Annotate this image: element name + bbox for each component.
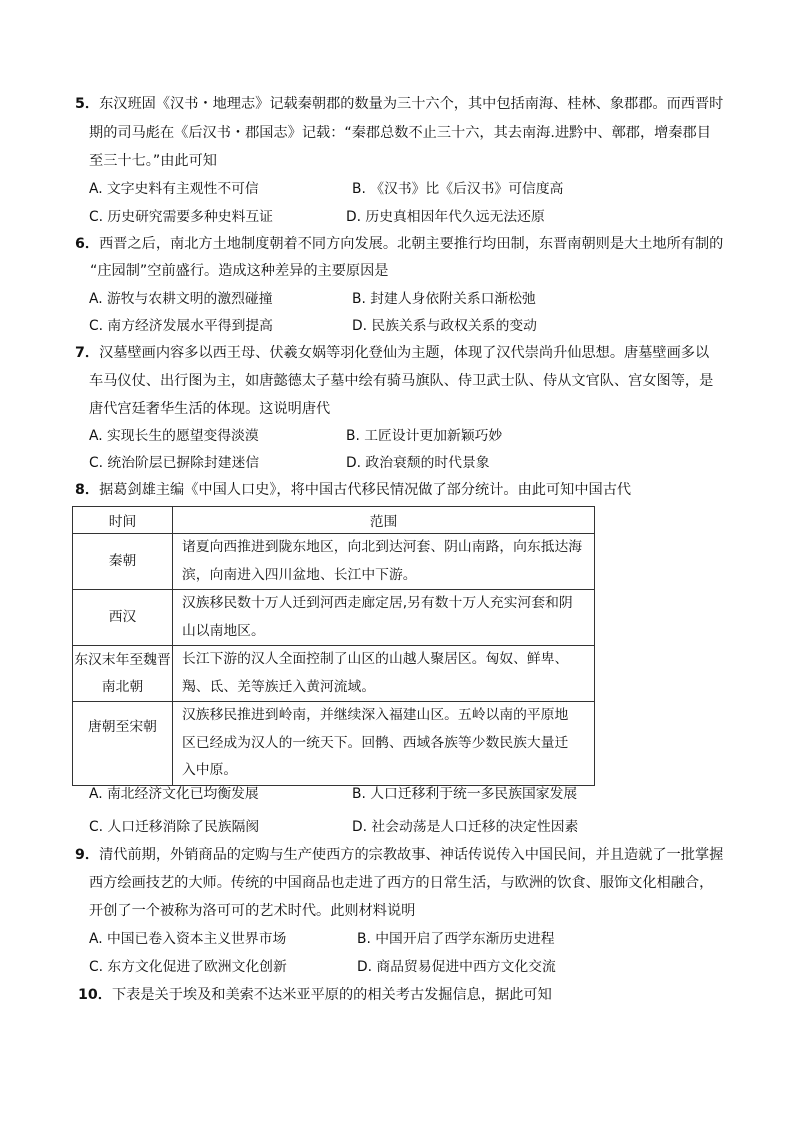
scope-line: 汉族移民数十万人迁到河西走廊定居,另有数十万人充实河套和阴 bbox=[182, 595, 573, 611]
era-line: 南北朝 bbox=[101, 678, 144, 695]
q6-option-b[interactable]: B. 封建人身依附关系口渐松弛 bbox=[352, 291, 536, 307]
q8-line-1 bbox=[75, 481, 631, 499]
table-cell-scope bbox=[173, 534, 595, 590]
q6-number: 6． bbox=[75, 236, 100, 252]
q7-option-d[interactable]: D. 政治衰颓的时代景象 bbox=[346, 455, 490, 471]
era-line: 唐朝至宋朝 bbox=[88, 719, 157, 735]
q6-stem-1: 西晋之后，南北方土地制度朝着不同方向发展。北朝主要推行均田制，东晋南朝则是大土地所有制的 bbox=[99, 236, 724, 252]
q8-stem-1: 据葛剑雄主编《中国人口史》，将中国古代移民情况做了部分统计。由此可知中国古代 bbox=[99, 482, 632, 498]
era-line: 西汉 bbox=[108, 609, 137, 625]
q6-option-d[interactable]: D. 民族关系与政权关系的变动 bbox=[352, 318, 537, 334]
q7-number: 7． bbox=[75, 345, 100, 361]
q8-option-a[interactable]: A. 南北经济文化已均衡发展 bbox=[89, 786, 259, 802]
table-cell-scope bbox=[173, 590, 595, 646]
q5-number: 5． bbox=[75, 96, 100, 112]
q7-stem-3: 唐代宫廷奢华生活的体现。这说明唐代 bbox=[89, 401, 331, 417]
q6-option-c[interactable]: C. 南方经济发展水平得到提高 bbox=[89, 318, 273, 334]
q7-option-c[interactable]: C. 统治阶层已摒除封建迷信 bbox=[89, 455, 260, 471]
scope-line: 汉族移民推进到岭南，并继续深入福建山区。五岭以南的平原地 bbox=[182, 707, 569, 723]
scope-line: 长江下游的汉人全面控制了山区的山越人聚居区。匈奴、鲜卑、 bbox=[182, 651, 569, 667]
table-cell-era bbox=[73, 646, 173, 702]
scope-line: 区已经成为汉人的一统天下。回鹘、西域各族等少数民族大量迁 bbox=[182, 734, 569, 751]
q10-number: 10． bbox=[78, 987, 112, 1003]
q9-option-d[interactable]: D. 商品贸易促进中西方文化交流 bbox=[357, 959, 556, 975]
table-row bbox=[73, 534, 595, 590]
q5-option-c[interactable]: C. 历史研究需要多种史料互证 bbox=[89, 209, 273, 225]
table-row bbox=[73, 646, 595, 702]
scope-line: 入中原。 bbox=[182, 762, 238, 778]
migration-table bbox=[72, 506, 595, 786]
q6-line-1 bbox=[75, 235, 723, 253]
table-cell-era bbox=[73, 702, 173, 786]
scope-line: 诸夏向西推进到陇东地区，向北到达河套、阴山南路，向东抵达海 bbox=[182, 539, 583, 555]
q9-line-1 bbox=[75, 846, 723, 864]
q9-option-b[interactable]: B. 中国开启了西学东渐历史进程 bbox=[357, 931, 555, 947]
q6-stem-2: “庄园制”空前盛行。造成这种差异的主要原因是 bbox=[90, 263, 389, 279]
table-header-scope: 范围 bbox=[173, 507, 595, 534]
table-row bbox=[73, 590, 595, 646]
table-cell-era bbox=[73, 590, 173, 646]
q7-line-1 bbox=[75, 344, 709, 362]
q8-option-c[interactable]: C. 人口迁移消除了民族隔阂 bbox=[89, 819, 260, 835]
q5-line-1 bbox=[75, 95, 723, 113]
q8-number: 8． bbox=[75, 482, 100, 498]
q8-option-d[interactable]: D. 社会动荡是人口迁移的决定性因素 bbox=[352, 819, 579, 835]
q5-stem-1: 东汉班固《汉书・地理志》记载秦朝郡的数量为三十六个，其中包括南海、桂林、象郡郡。而西晋时 bbox=[99, 96, 724, 112]
q9-stem-2: 西方绘画技艺的大师。传统的中国商品也走进了西方的日常生活，与欧洲的饮食、服饰文化相融合， bbox=[89, 875, 714, 891]
table-row bbox=[73, 702, 595, 786]
q7-stem-2: 车马仪仗、出行图为主，如唐懿德太子墓中绘有骑马旗队、侍卫武士队、侍从文官队、宫女图等，是 bbox=[89, 373, 714, 389]
q7-option-b[interactable]: B. 工匠设计更加新颖巧妙 bbox=[346, 428, 503, 444]
q5-stem-3: 至三十七。”由此可知 bbox=[89, 153, 217, 169]
q9-stem-3: 开创了一个被称为洛可可的艺术时代。此则材料说明 bbox=[89, 903, 416, 919]
era-line: 秦朝 bbox=[108, 553, 137, 569]
scope-line: 山以南地区。 bbox=[182, 622, 265, 639]
table-cell-scope bbox=[173, 702, 595, 786]
q8-option-b[interactable]: B. 人口迁移利于统一多民族国家发展 bbox=[352, 786, 578, 802]
q10-stem-1: 下表是关于埃及和美索不达米亚平原的的相关考古发掘信息，据此可知 bbox=[111, 987, 552, 1003]
q7-stem-1: 汉墓壁画内容多以西王母、伏羲女娲等羽化登仙为主题，体现了汉代崇尚升仙思想。唐墓壁画多以 bbox=[99, 345, 710, 361]
table-header-time: 时间 bbox=[73, 507, 173, 534]
table-cell-scope bbox=[173, 646, 595, 702]
q6-option-a[interactable]: A. 游牧与农耕文明的激烈碰撞 bbox=[89, 291, 273, 307]
scope-line: 滨，向南进入四川盆地、长江中下游。 bbox=[182, 566, 417, 583]
q9-stem-1: 清代前期，外销商品的定购与生产使西方的宗教故事、神话传说传入中国民间，并且造就了一批掌握 bbox=[99, 847, 724, 863]
q9-option-c[interactable]: C. 东方文化促进了欧洲文化创新 bbox=[89, 959, 287, 975]
q7-option-a[interactable]: A. 实现长生的愿望变得淡漠 bbox=[89, 428, 259, 444]
q5-option-a[interactable]: A. 文字史料有主观性不可信 bbox=[89, 181, 259, 197]
scope-line: 羯、氐、羌等族迁入黄河流域。 bbox=[182, 678, 376, 695]
era-line: 东汉末年至魏晋 bbox=[74, 651, 171, 668]
q5-option-d[interactable]: D. 历史真相因年代久远无法还原 bbox=[346, 209, 545, 225]
q9-option-a[interactable]: A. 中国已卷入资本主义世界市场 bbox=[89, 931, 287, 947]
q10-line-1 bbox=[78, 986, 552, 1004]
q5-option-b[interactable]: B. 《汉书》比《后汉书》可信度高 bbox=[352, 181, 564, 197]
q5-stem-2: 期的司马彪在《后汉书・郡国志》记载：“秦郡总数不止三十六，其去南海.进黔中、鄣郡，增秦郡目 bbox=[89, 125, 711, 141]
table-cell-era bbox=[73, 534, 173, 590]
q9-number: 9． bbox=[75, 847, 100, 863]
table-header-row bbox=[73, 507, 595, 534]
